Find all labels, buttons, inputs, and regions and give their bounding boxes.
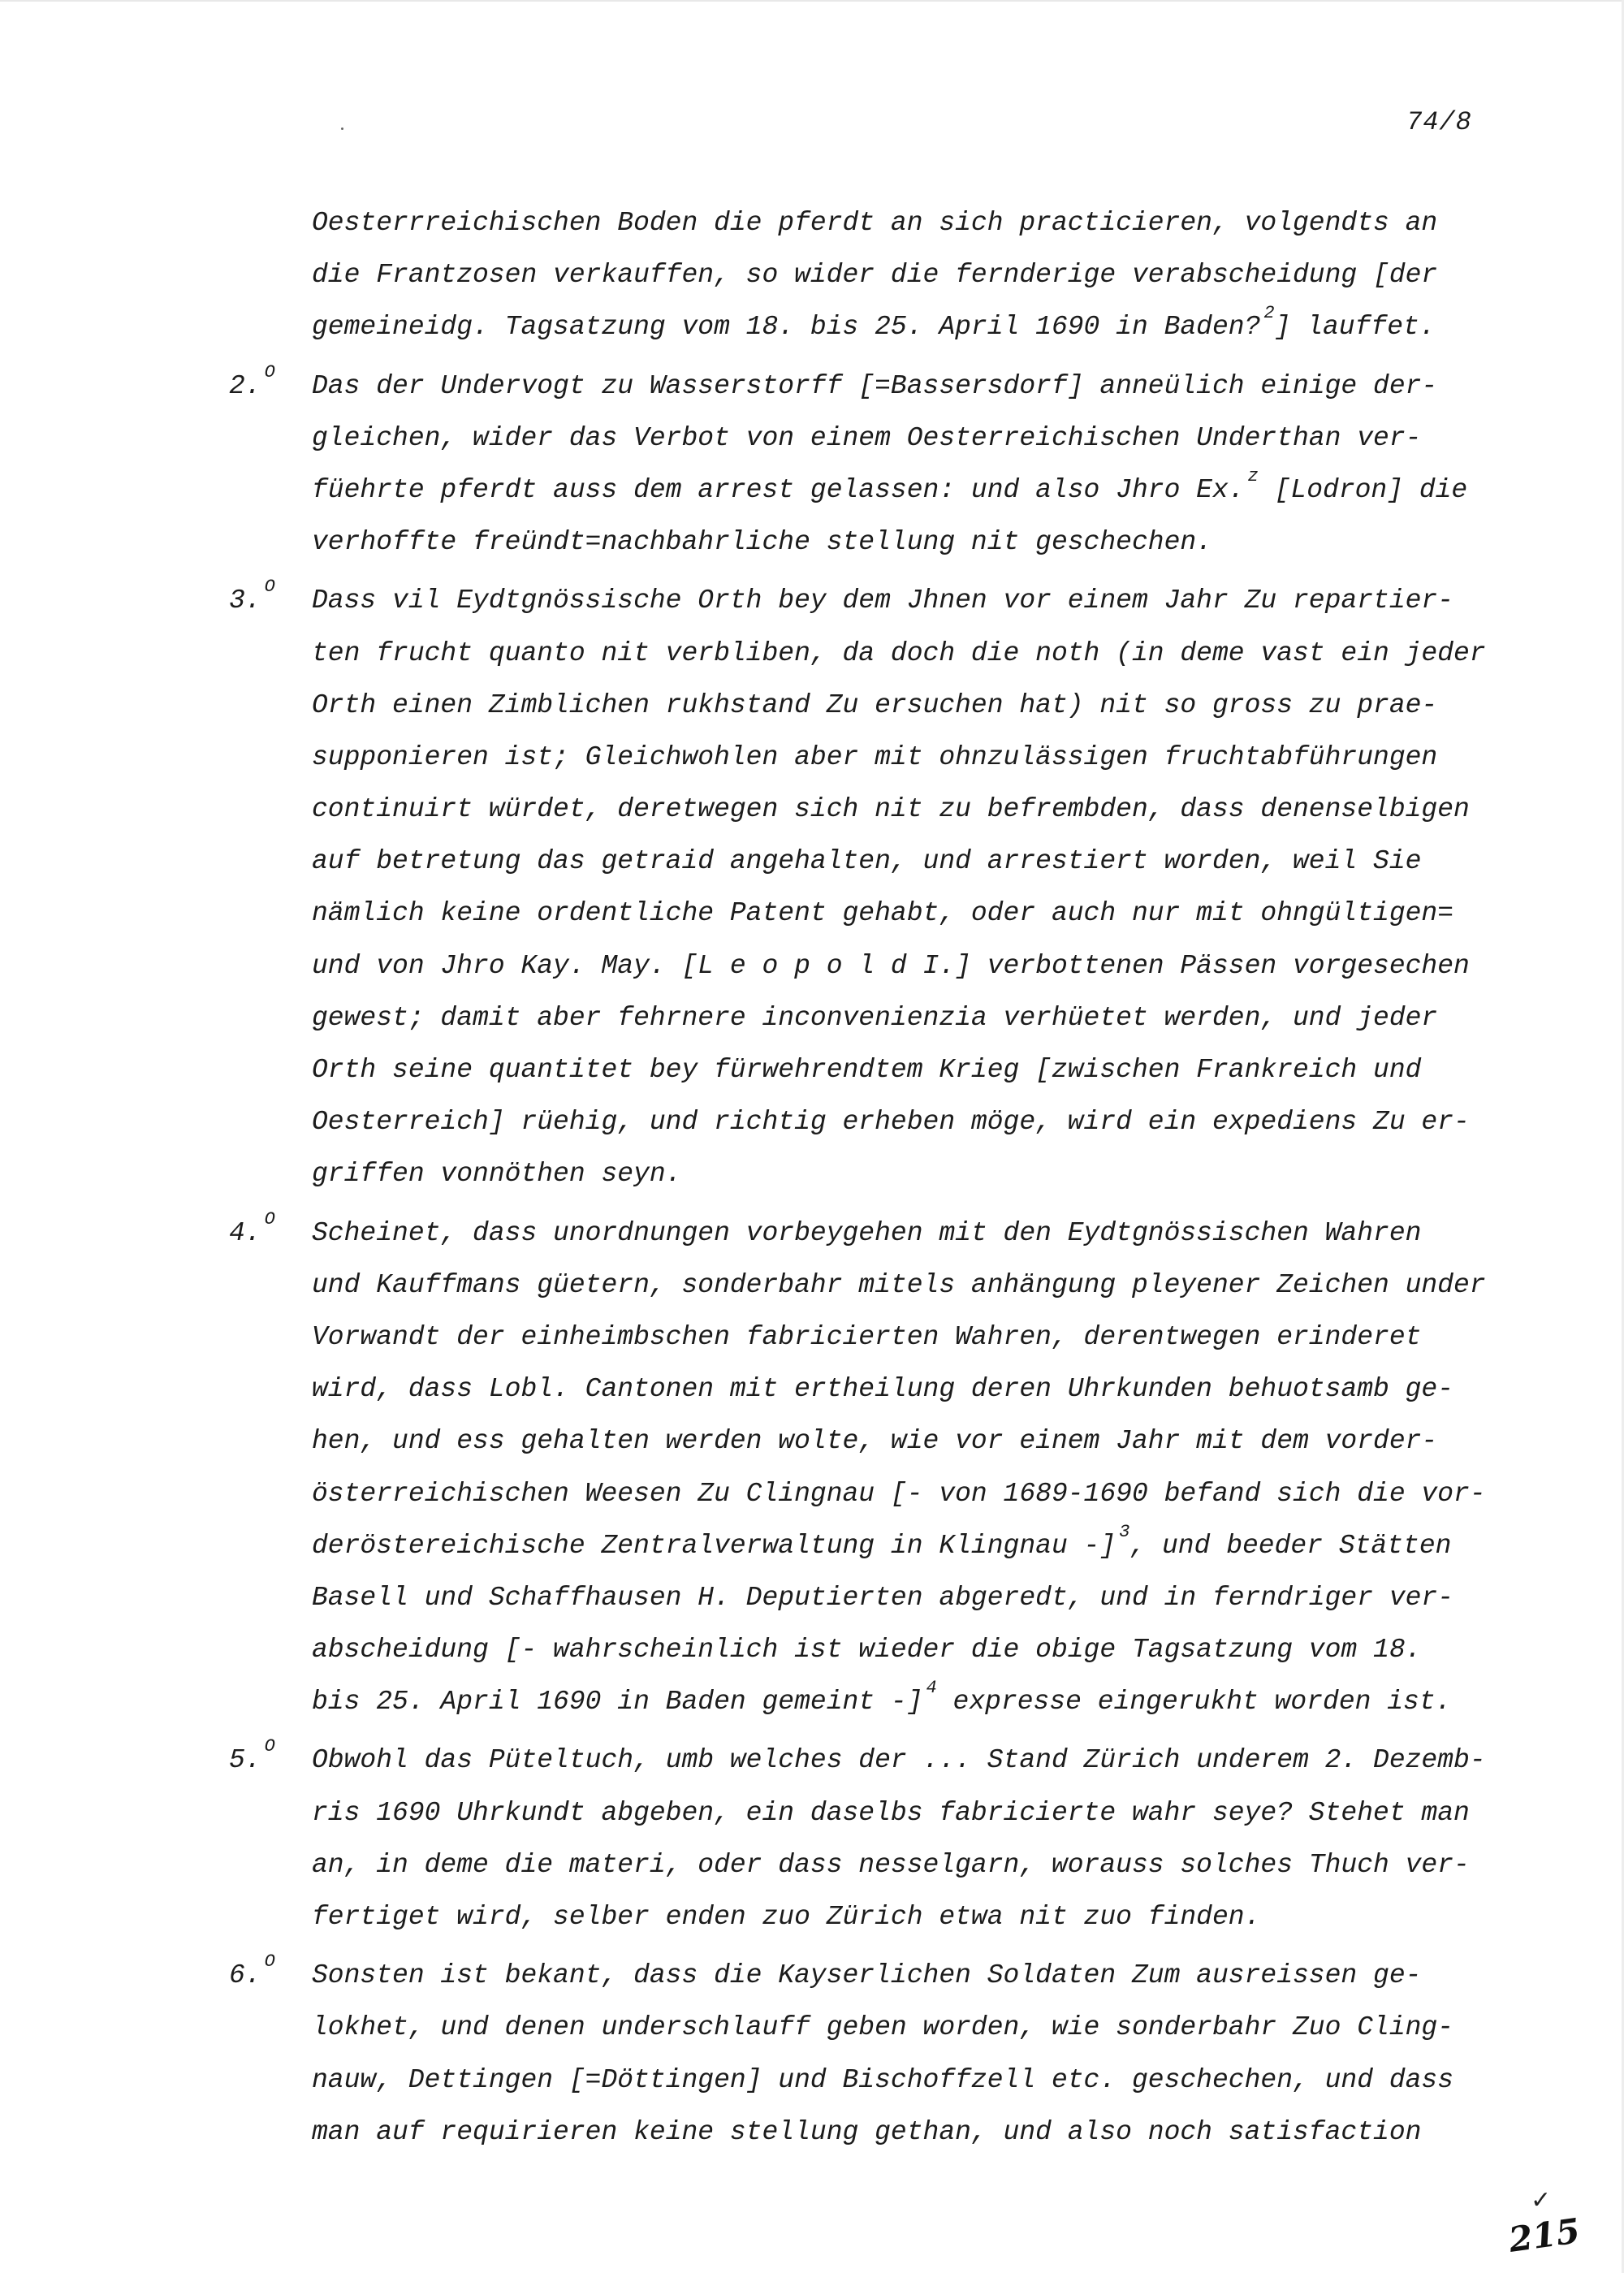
line-text: Obwohl das Püteltuch, umb welches der ... Stand Zürich underem 2. Dezemb- <box>312 1745 1486 1776</box>
text-line <box>229 1891 1593 1943</box>
text-line <box>229 2107 1593 2158</box>
line-text: verhoffte freündt=nachbahrliche stellung nit geschechen. <box>312 527 1212 558</box>
check-mark-icon: ✓ <box>1531 2186 1552 2215</box>
item-number: 3. $^O$ <box>229 577 275 616</box>
line-text: und Kauffmans güetern, sonderbahr mitels anhängung pleyener Zeichen under <box>312 1269 1486 1300</box>
line-text: Sonsten ist bekant, dass die Kayserlichen Soldaten Zum ausreissen ge- <box>312 1960 1422 1991</box>
scan-edge-top <box>0 0 1624 2</box>
line-text-continued: [Lodron] die <box>1258 474 1468 505</box>
text-line <box>229 1208 1593 1260</box>
line-text: Vorwandt der einheimbschen fabricierten Wahren, derentwegen erinderet <box>312 1321 1422 1352</box>
item-number: 5. $^O$ <box>229 1736 275 1776</box>
text-line <box>229 1044 1593 1096</box>
text-line <box>229 1950 1593 2002</box>
item-number: 4. $^O$ <box>229 1208 275 1248</box>
ordinal-mark: O <box>264 577 275 598</box>
text-line <box>229 361 1593 413</box>
text-line <box>229 413 1593 465</box>
line-text-continued: ] lauffet. <box>1274 312 1436 343</box>
text-line <box>229 1572 1593 1624</box>
footnote-marker: z <box>1247 465 1259 486</box>
footnote-marker: 4 <box>926 1678 937 1699</box>
ordinal-mark: O <box>264 1736 275 1757</box>
footnote-marker: 2 <box>1263 303 1275 324</box>
line-text: wird, dass Lobl. Cantonen mit ertheilung deren Uhrkunden behuotsamb ge- <box>312 1374 1454 1405</box>
body-text <box>229 197 1593 2158</box>
line-text: hen, und ess gehalten werden wolte, wie vor einem Jahr mit dem vorder- <box>312 1426 1438 1457</box>
line-text: fertiget wird, selber enden zuo Zürich etwa nit zuo finden. <box>312 1902 1261 1932</box>
text-line <box>229 1839 1593 1891</box>
line-text: griffen vonnöthen seyn. <box>312 1159 682 1190</box>
line-text-continued: expresse eingerukht worden ist. <box>936 1687 1452 1718</box>
scan-speck <box>341 127 343 130</box>
line-text: ris 1690 Uhrkundt abgeben, ein daselbs fabricierte wahr seye? Stehet man <box>312 1797 1470 1828</box>
handwritten-folio-number: 215 <box>1506 2210 1583 2260</box>
text-line <box>229 1468 1593 1520</box>
text-line <box>229 575 1593 627</box>
line-text: bis 25. April 1690 in Baden gemeint -] <box>312 1687 923 1718</box>
text-line <box>229 1260 1593 1312</box>
footnote-marker: 3 <box>1119 1521 1130 1542</box>
text-line <box>229 628 1593 680</box>
line-text: Oesterreich] rüehig, und richtig erheben möge, wird ein expediens Zu er- <box>312 1107 1470 1138</box>
ordinal-mark: O <box>264 1208 275 1229</box>
line-text: auf betretung das getraid angehalten, und arrestiert worden, weil Sie <box>312 846 1422 877</box>
line-text: continuirt würdet, deretwegen sich nit zu befrembden, dass denenselbigen <box>312 794 1470 825</box>
text-line <box>229 940 1593 992</box>
page-number: 74/8 <box>1406 107 1472 137</box>
line-text: gewest; damit aber fehrnere inconvenienzia verhüetet werden, und jeder <box>312 1002 1438 1033</box>
line-text: ten frucht quanto nit verbliben, da doch die noth (in deme vast ein jeder <box>312 637 1486 668</box>
line-text: deröstereichische Zentralverwaltung in Klingnau -] <box>312 1530 1116 1561</box>
text-line <box>229 1096 1593 1148</box>
line-text: Scheinet, dass unordnungen vorbeygehen mit den Eydtgnössischen Wahren <box>312 1217 1422 1248</box>
text-line <box>229 1312 1593 1363</box>
text-line <box>229 2055 1593 2107</box>
text-line <box>229 1624 1593 1676</box>
line-text-continued: , und beeder Stätten <box>1129 1530 1452 1561</box>
text-line <box>229 2002 1593 2054</box>
item-number: 2. $^O$ <box>229 361 275 401</box>
text-line <box>229 784 1593 836</box>
line-text: Oesterrreichischen Boden die pferdt an sich practicieren, volgendts an <box>312 208 1438 238</box>
line-text: Das der Undervogt zu Wasserstorff [=Bassersdorf] anneülich einige der- <box>312 370 1438 401</box>
line-text: man auf requirieren keine stellung gethan, und also noch satisfaction <box>312 2116 1422 2147</box>
text-line <box>229 1787 1593 1839</box>
item-number: 6. $^O$ <box>229 1951 275 1991</box>
text-line <box>229 1676 1593 1728</box>
line-text: Orth einen Zimblichen rukhstand Zu ersuchen hat) nit so gross zu prae- <box>312 689 1438 720</box>
line-text: gemeineidg. Tagsatzung vom 18. bis 25. April 1690 in Baden? <box>312 312 1261 343</box>
text-line <box>229 516 1593 568</box>
text-line <box>229 732 1593 784</box>
text-line <box>229 836 1593 888</box>
line-text: und von Jhro Kay. May. [L e o p o l d I.] verbottenen Pässen vorgesechen <box>312 950 1470 981</box>
line-text: nämlich keine ordentliche Patent gehabt, oder auch nur mit ohngültigen= <box>312 898 1454 929</box>
line-text: österreichischen Weesen Zu Clingnau [- von 1689-1690 befand sich die vor- <box>312 1478 1486 1509</box>
text-line <box>229 1735 1593 1787</box>
text-line <box>229 301 1593 353</box>
line-text: Orth seine quantitet bey fürwehrendtem Krieg [zwischen Frankreich und <box>312 1055 1422 1085</box>
text-line <box>229 992 1593 1044</box>
line-text: supponieren ist; Gleichwohlen aber mit ohnzulässigen fruchtabführungen <box>312 741 1438 772</box>
text-line <box>229 680 1593 732</box>
line-text: an, in deme die materi, oder dass nesselgarn, worauss solches Thuch ver- <box>312 1849 1470 1880</box>
line-text: füehrte pferdt auss dem arrest gelassen: und also Jhro Ex. <box>312 474 1245 505</box>
text-line <box>229 465 1593 516</box>
line-text: gleichen, wider das Verbot von einem Oesterreichischen Underthan ver- <box>312 422 1422 453</box>
line-text: die Frantzosen verkauffen, so wider die fernderige verabscheidung [der <box>312 260 1438 291</box>
line-text: Basell und Schaffhausen H. Deputierten abgeredt, und in ferndriger ver- <box>312 1582 1454 1613</box>
line-text: abscheidung [- wahrscheinlich ist wieder die obige Tagsatzung vom 18. <box>312 1635 1422 1666</box>
text-line <box>229 197 1593 249</box>
text-line <box>229 249 1593 301</box>
ordinal-mark: O <box>264 361 275 382</box>
text-line <box>229 1148 1593 1200</box>
line-text: lokhet, und denen underschlauff geben worden, wie sonderbahr Zuo Cling- <box>312 2012 1454 2043</box>
line-text: nauw, Dettingen [=Döttingen] und Bischoffzell etc. geschechen, und dass <box>312 2064 1454 2095</box>
ordinal-mark: O <box>264 1951 275 1973</box>
line-text: Dass vil Eydtgnössische Orth bey dem Jhnen vor einem Jahr Zu repartier- <box>312 586 1454 616</box>
text-line <box>229 1415 1593 1467</box>
text-line <box>229 1520 1593 1572</box>
text-line <box>229 1363 1593 1415</box>
text-line <box>229 888 1593 940</box>
